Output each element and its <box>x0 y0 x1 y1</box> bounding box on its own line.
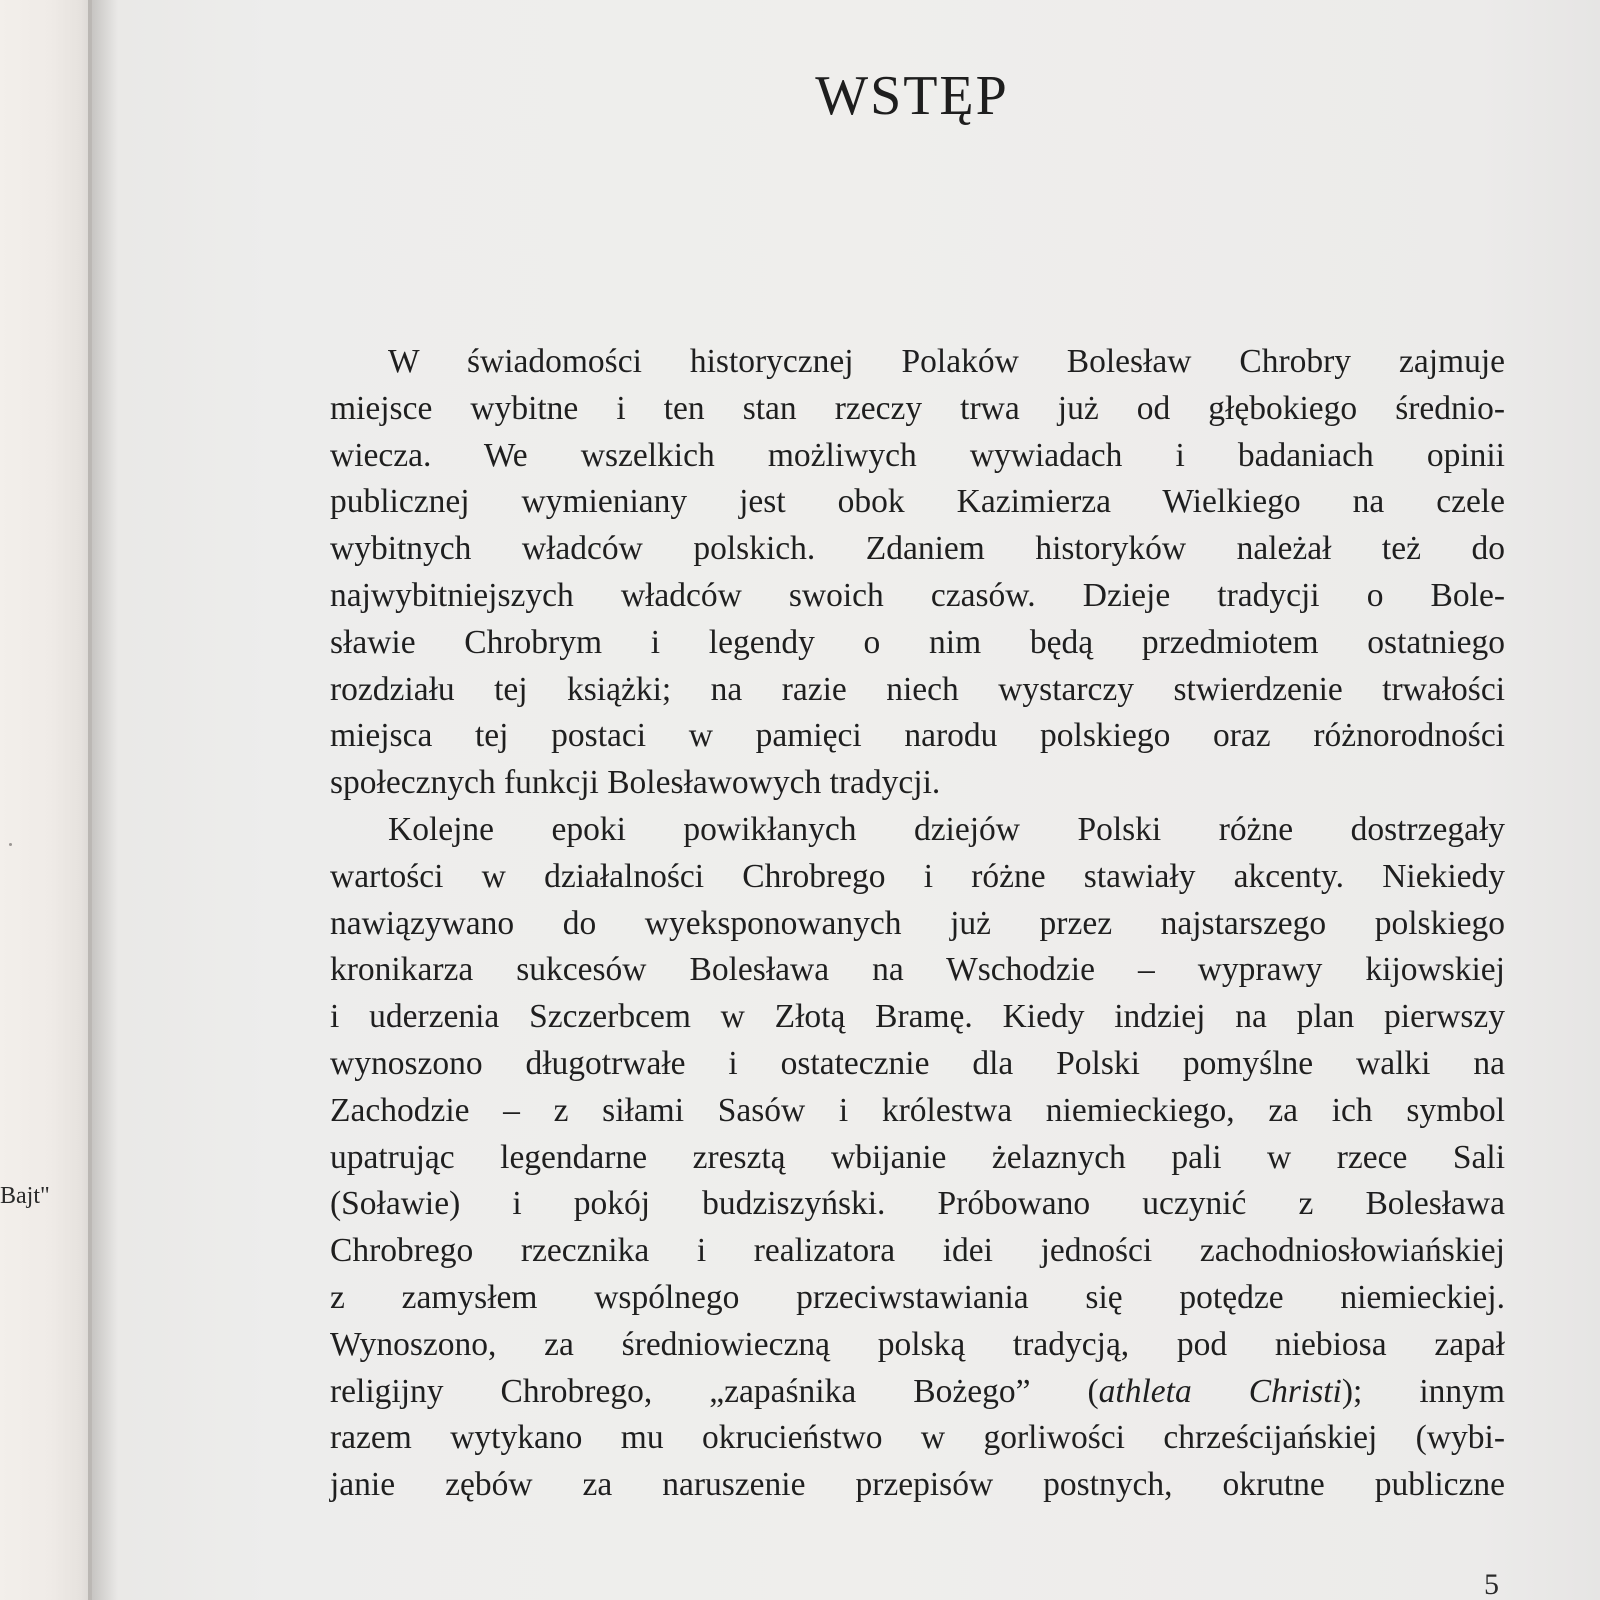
text-line: rozdziału tej książki; na razie niech wystarczy stwierdzenie trwałości <box>330 670 1505 708</box>
text-line: kronikarza sukcesów Bolesława na Wschodzie – wyprawy kijowskiej <box>330 951 1505 989</box>
text-line: Wynoszono, za średniowieczną polską tradycją, pod niebiosa zapał <box>330 1325 1505 1363</box>
left-page-edge <box>0 0 92 1600</box>
text-line: najwybitniejszych władców swoich czasów. Dzieje tradycji o Bole- <box>330 576 1505 614</box>
paragraph-2 <box>330 807 1505 1509</box>
text-line: wiecza. We wszelkich możliwych wywiadach i badaniach opinii <box>330 436 1505 474</box>
paper-speck <box>9 843 12 846</box>
body-text <box>330 339 1505 1509</box>
gutter-shadow <box>88 0 118 1600</box>
text-line: z zamysłem wspólnego przeciwstawiania się potędze niemieckiej. <box>330 1278 1505 1316</box>
text-line: razem wytykano mu okrucieństwo w gorliwości chrześcijańskiej (wybi- <box>330 1419 1505 1457</box>
page-number: 5 <box>1484 1568 1499 1600</box>
text-line: miejsca tej postaci w pamięci narodu polskiego oraz różnorodności <box>330 717 1505 755</box>
paragraph-1 <box>330 339 1505 807</box>
right-page <box>92 0 1600 1600</box>
text-line-with-italic <box>330 1369 1505 1416</box>
text-line: upatrując legendarne zresztą wbijanie żelaznych pali w rzece Sali <box>330 1138 1505 1176</box>
text-line: W świadomości historycznej Polaków Bolesław Chrobry zajmuje <box>388 343 1505 380</box>
text-line: (Soławie) i pokój budziszyński. Próbowano uczynić z Bolesława <box>330 1185 1505 1223</box>
text-line: Zachodzie – z siłami Sasów i królestwa niemieckiego, za ich symbol <box>330 1091 1505 1129</box>
text-run: ); innym <box>1341 1372 1505 1410</box>
left-page-text-fragment: Bajt" <box>0 1183 50 1209</box>
text-line: janie zębów za naruszenie przepisów postnych, okrutne publiczne <box>330 1466 1505 1504</box>
text-line: wynoszono długotrwałe i ostatecznie dla Polski pomyślne walki na <box>330 1044 1505 1082</box>
page-title: WSTĘP <box>815 65 1009 127</box>
text-line: miejsce wybitne i ten stan rzeczy trwa już od głębokiego średnio- <box>330 389 1505 427</box>
text-line: wybitnych władców polskich. Zdaniem historyków należał też do <box>330 530 1505 568</box>
text-line: Kolejne epoki powikłanych dziejów Polski różne dostrzegały <box>388 810 1505 848</box>
text-line: wartości w działalności Chrobrego i różne stawiały akcenty. Niekiedy <box>330 857 1505 895</box>
text-line: i uderzenia Szczerbcem w Złotą Bramę. Kiedy indziej na plan pierwszy <box>330 998 1505 1036</box>
text-line: Chrobrego rzecznika i realizatora idei jedności zachodniosłowiańskiej <box>330 1232 1505 1270</box>
italic-phrase: athleta Christi <box>1098 1372 1342 1410</box>
text-line: nawiązywano do wyeksponowanych już przez najstarszego polskiego <box>330 904 1505 942</box>
text-line: społecznych funkcji Bolesławowych tradycji. <box>330 764 941 802</box>
text-line: publicznej wymieniany jest obok Kazimierza Wielkiego na czele <box>330 483 1505 521</box>
text-run: religijny Chrobrego, „zapaśnika Bożego” ( <box>330 1372 1099 1410</box>
text-line: sławie Chrobrym i legendy o nim będą przedmiotem ostatniego <box>330 623 1505 661</box>
